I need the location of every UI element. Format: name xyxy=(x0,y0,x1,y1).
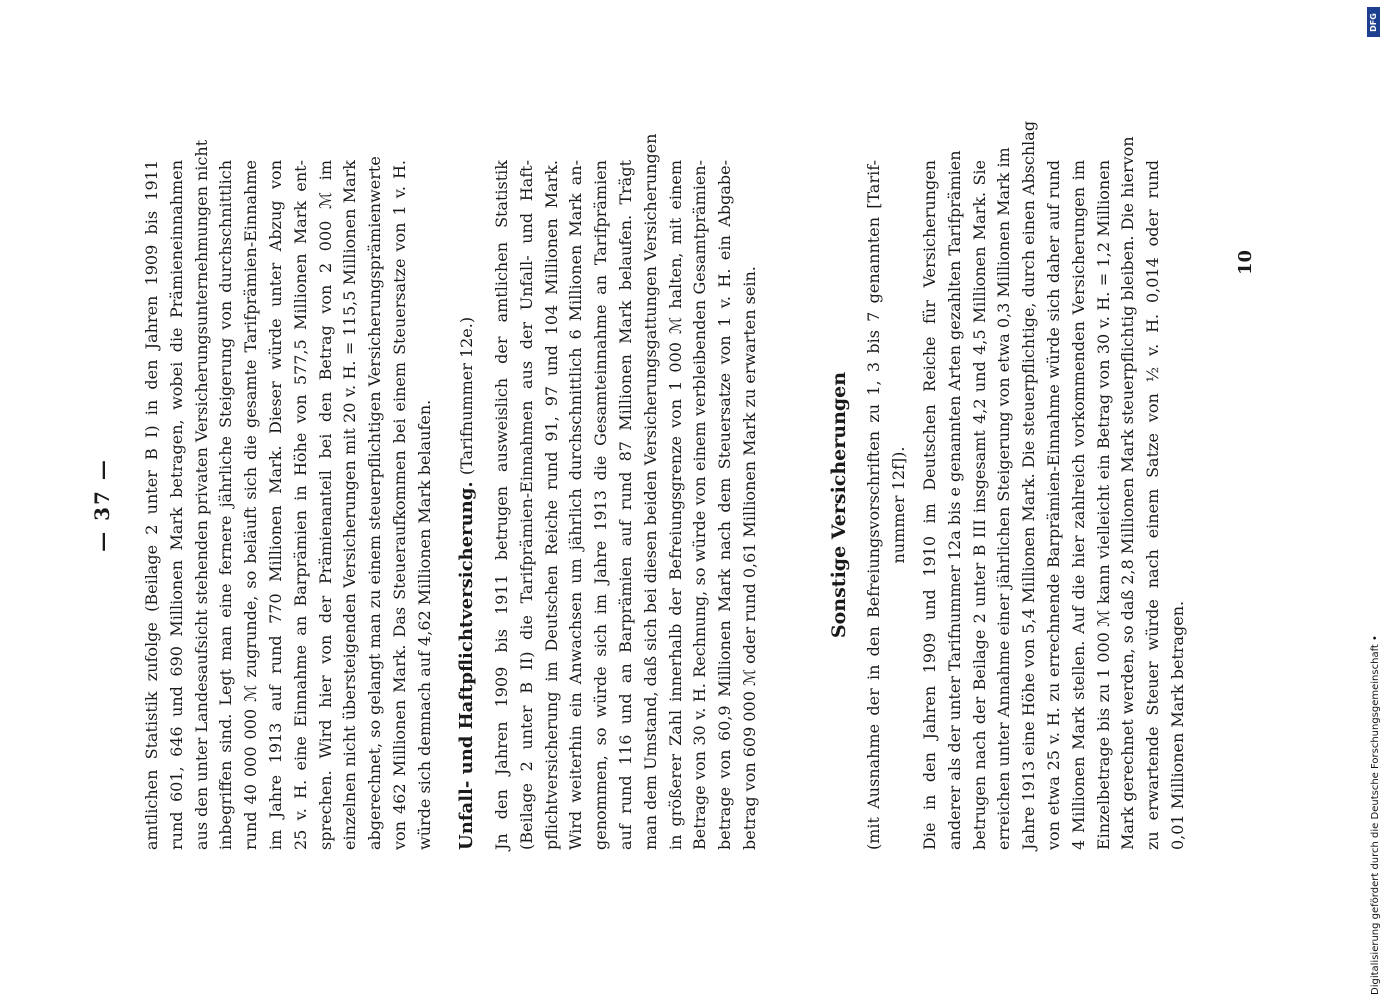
text-line: 4 Millionen Mark stellen. Auf die hier zahlreich vorkommenden Versicherungen im xyxy=(1068,160,1088,850)
heading-sonstige-note xyxy=(862,160,912,850)
text-line: rund 601, 646 und 690 Millionen Mark betragen, wobei die Prämieneinnahmen xyxy=(166,160,186,850)
text-line: 25 v. H. eine Einnahme an Barprämien in Höhe von 577,5 Millionen Mark ent- xyxy=(290,160,310,850)
text-line: (mit Ausnahme der in den Befreiungsvorschriften zu 1, 3 bis 7 genannten [Tarif- xyxy=(864,160,883,850)
text-line: man dem Umstand, daß sich bei diesen beiden Versicherungsgattungen Versicherungen xyxy=(640,133,660,850)
text-line: 0,01 Millionen Mark betragen. xyxy=(1167,600,1187,850)
text-line: von 462 Millionen Mark. Das Steueraufkommen bei einem Steuersatze von 1 v. H. xyxy=(389,160,409,850)
text-line: sprechen. Wird hier von der Prämienanteil bei den Betrag von 2 000 ℳ im xyxy=(315,160,335,850)
text-line: amtlichen Statistik zufolge (Beilage 2 unter B I) in den Jahren 1909 bis 1911 xyxy=(142,160,161,850)
footer-page-number: 10 xyxy=(1235,249,1256,275)
text-line: inbegriffen sind. Legt man eine fernere jährliche Steigerung von durchschnittlich xyxy=(216,160,236,850)
text-line: rund 40 000 000 ℳ zugrunde, so beläuft sich die gesamte Tarifprämien-Einnahme xyxy=(241,160,261,850)
text-line: Betrage von 30 v. H. Rechnung, so würde von einem verbleibenden Gesamtprämien- xyxy=(690,160,710,850)
heading-unfall xyxy=(456,160,477,850)
text-line: würde sich demnach auf 4,62 Millionen Mark belaufen. xyxy=(414,399,434,850)
text-line: betrag von 609 000 ℳ oder rund 0,61 Millionen Mark zu erwarten sein. xyxy=(739,266,759,850)
text-line: pflichtversicherung im Deutschen Reiche rund 91, 97 und 104 Millionen Mark. xyxy=(541,160,561,850)
page-number: — 37 — xyxy=(90,458,114,552)
text-line: Jahre 1913 eine Höhe von 5,4 Millionen Mark. Die steuerpflichtige, durch einen Abschlag xyxy=(1019,120,1039,850)
text-line: Mark gerechnet werden, so daß 2,8 Millionen Mark steuerpflichtig bleiben. Die hiervon xyxy=(1118,136,1138,850)
text-line: erreichen unter Annahme einer jährlichen Steigerung von etwa 0,3 Millionen Mark im xyxy=(994,147,1014,850)
heading-unfall-title: Unfall- und Haftpflichtversicherung. xyxy=(456,481,477,850)
text-line: nummer 12f]). xyxy=(888,446,908,564)
dfg-logo xyxy=(1367,7,1380,37)
text-line: Jn den Jahren 1909 bis 1911 betrugen ausweislich der amtlichen Statistik xyxy=(492,160,511,850)
text-line: Wird weiterhin ein Anwachsen um jährlich durchschnittlich 6 Millionen Mark an- xyxy=(566,160,586,850)
text-line: einzelnen nicht übersteigenden Versicherungen mit 20 v. H. = 115,5 Millionen Mark xyxy=(340,160,360,850)
heading-unfall-sub: (Tarifnummer 12e.) xyxy=(457,316,476,476)
text-line: (Beilage 2 unter B II) die Tarifprämien-Einnahmen aus der Unfall- und Haft- xyxy=(516,160,536,850)
text-line: betrugen nach der Beilage 2 unter B III insgesamt 4,2 und 4,5 Millionen Mark. Sie xyxy=(969,160,989,850)
paragraph-1 xyxy=(140,139,438,850)
text-line: abgerechnet, so gelangt man zu einem steuerpflichtigen Versicherungsprämienwerte xyxy=(365,156,385,850)
text-line: auf rund 116 und an Barprämien auf rund 87 Millionen Mark belaufen. Trägt xyxy=(615,160,635,850)
text-line: zu erwartende Steuer würde nach einem Satze von ½ v. H. 0,014 oder rund xyxy=(1143,160,1163,850)
text-line: von etwa 25 v. H. zu errechnende Barprämien-Einnahme würde sich daher auf rund xyxy=(1043,160,1063,850)
text-line: anderer als der unter Tarifnummer 12a bis e genannten Arten gezahlten Tarifprämien xyxy=(944,150,964,850)
paragraph-2 xyxy=(490,133,763,850)
text-line: im Jahre 1913 auf rund 770 Millionen Mark. Dieser würde unter Abzug von xyxy=(265,160,285,850)
heading-sonstige: Sonstige Versicherungen xyxy=(828,371,850,639)
paragraph-3 xyxy=(918,120,1191,850)
text-line: Die in den Jahren 1909 und 1910 im Deutschen Reiche für Versicherungen xyxy=(920,160,939,850)
text-line: aus den unter Landesaufsicht stehenden privaten Versicherungsunternehmungen nicht xyxy=(191,139,211,850)
text-line: in größerer Zahl innerhalb der Befreiungsgrenze von 1 000 ℳ halten, mit einem xyxy=(665,160,685,850)
digitization-note: Digitalisierung gefördert durch die Deutsche Forschungsgemeinschaft • xyxy=(1370,635,1381,995)
text-line: genommen, so würde sich im Jahre 1913 die Gesamteinnahme an Tarifprämien xyxy=(591,160,611,850)
text-line: Einzelbetrage bis zu 1 000 ℳ kann vielleicht ein Betrag von 30 v. H. = 1,2 Millionen xyxy=(1093,160,1113,850)
text-line: betrage von 60,9 Millionen Mark nach dem Steuersatze von 1 v. H. ein Abgabe- xyxy=(715,160,735,850)
dfg-logo-text: DFG xyxy=(1369,12,1379,32)
rotated-page xyxy=(90,120,1256,850)
